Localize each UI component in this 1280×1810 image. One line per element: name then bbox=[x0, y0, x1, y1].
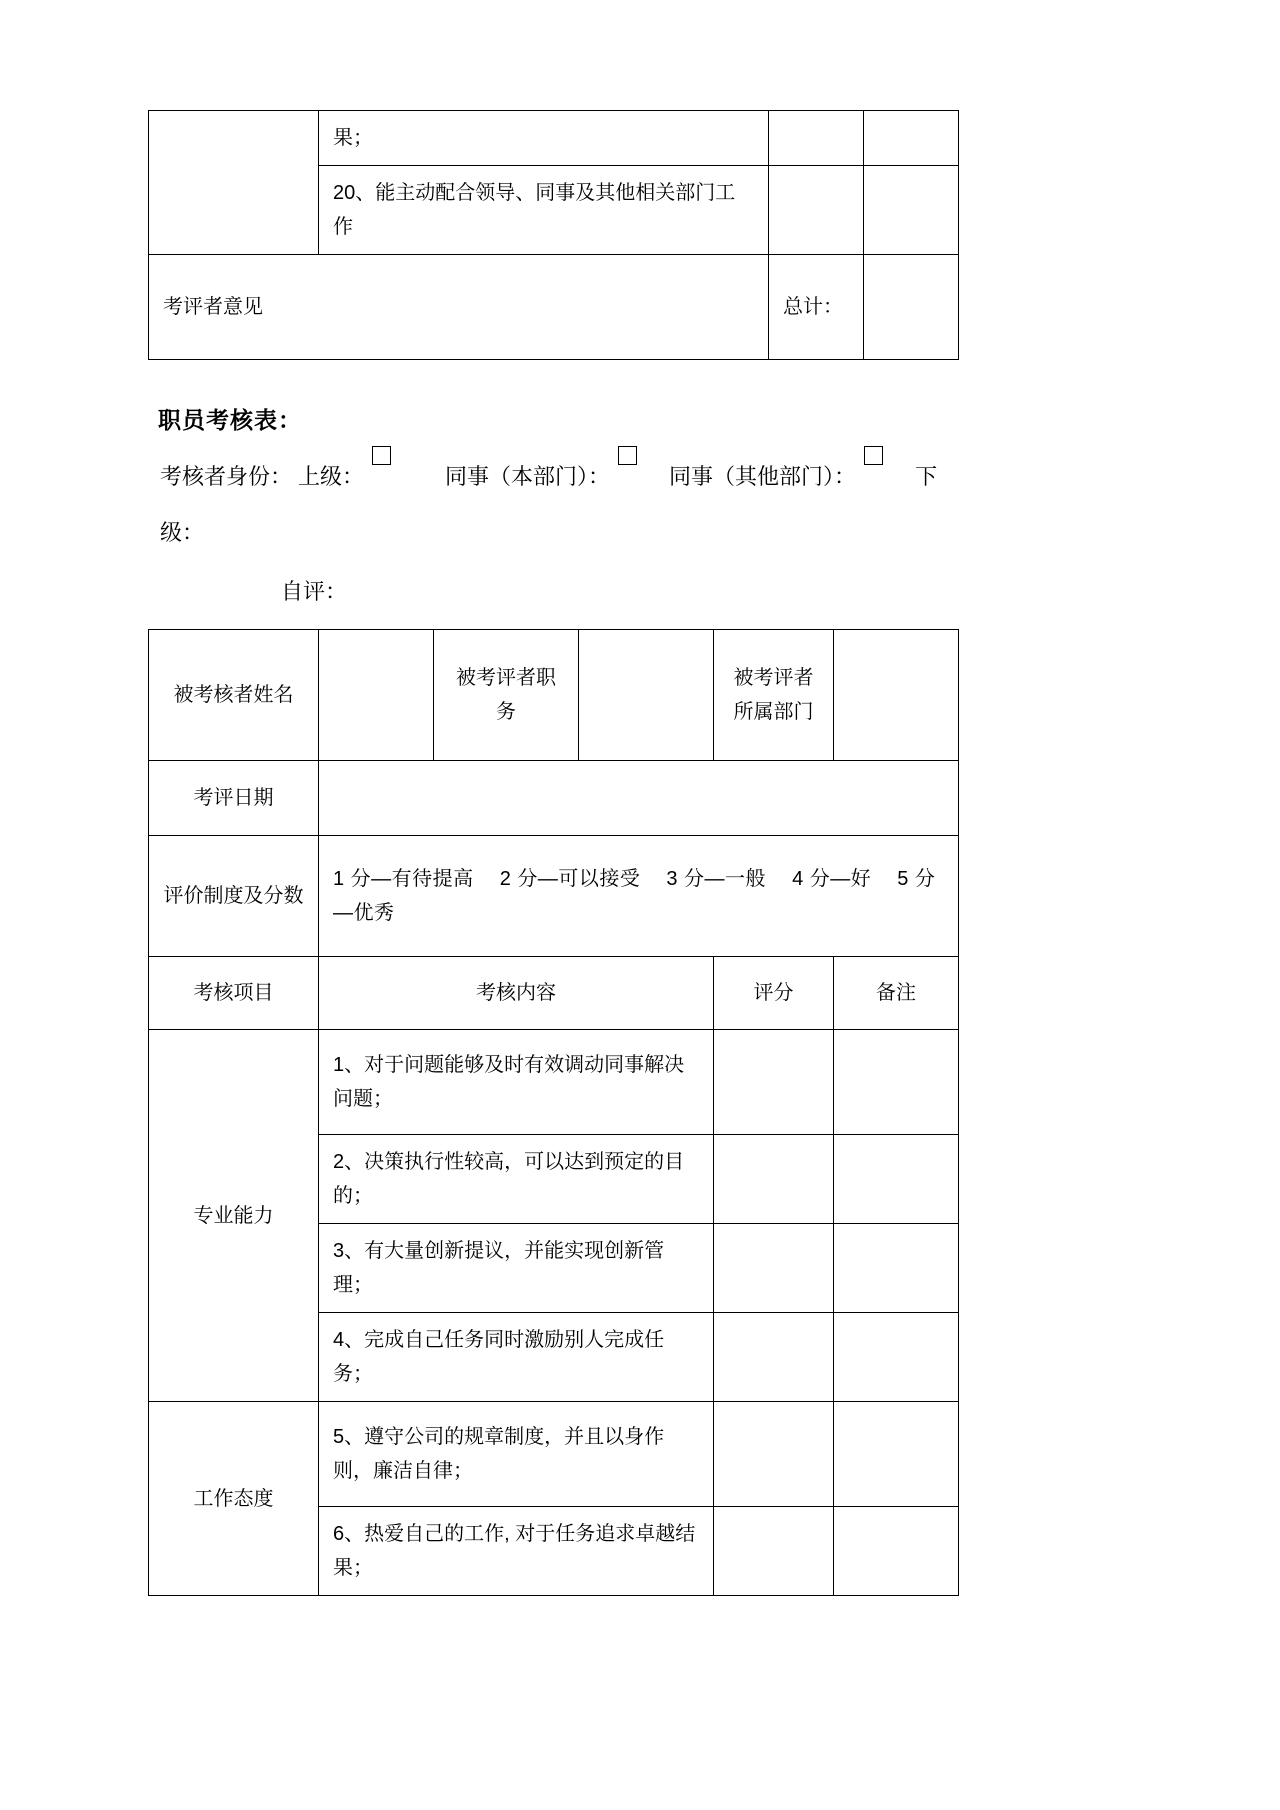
column-header-remark: 备注 bbox=[834, 957, 959, 1030]
item-text: 1、对于问题能够及时有效调动同事解决问题； bbox=[319, 1030, 714, 1135]
score-cell[interactable] bbox=[769, 111, 864, 166]
document-content bbox=[148, 110, 958, 1596]
label-assessee-name: 被考核者姓名 bbox=[149, 630, 319, 761]
score-cell[interactable] bbox=[769, 166, 864, 255]
scale-2: 2 分—可以接受 bbox=[499, 868, 641, 890]
remark-cell[interactable] bbox=[834, 1224, 959, 1313]
column-header-content: 考核内容 bbox=[319, 957, 714, 1030]
rater-option-subordinate-label: 下级： bbox=[160, 464, 938, 545]
remark-cell[interactable] bbox=[834, 1507, 959, 1596]
scoring-scale-values bbox=[319, 836, 959, 957]
rater-identity-line-2 bbox=[206, 569, 958, 615]
page-title: 职员考核表： bbox=[158, 407, 302, 433]
rater-option-peer-other-label: 同事（其他部门）： bbox=[669, 464, 857, 489]
remark-cell[interactable] bbox=[834, 1135, 959, 1224]
reviewer-comment-label: 考评者意见 bbox=[149, 255, 769, 360]
field-assessee-department[interactable] bbox=[834, 630, 959, 761]
checkbox-peer-other-dept[interactable] bbox=[864, 446, 883, 465]
category-work-attitude: 工作态度 bbox=[149, 1402, 319, 1596]
score-cell[interactable] bbox=[714, 1507, 834, 1596]
item-text: 3、有大量创新提议，并能实现创新管理； bbox=[319, 1224, 714, 1313]
rater-identity-prefix: 考核者身份： bbox=[160, 464, 293, 489]
column-header-score: 评分 bbox=[714, 957, 834, 1030]
scale-1: 1 分—有待提高 bbox=[333, 868, 474, 890]
scale-4: 4 分—好 bbox=[792, 868, 872, 890]
column-header-project: 考核项目 bbox=[149, 957, 319, 1030]
table-row bbox=[149, 1030, 959, 1135]
category-professional-ability: 专业能力 bbox=[149, 1030, 319, 1402]
table-row-reviewer-comment bbox=[149, 255, 959, 360]
score-cell[interactable] bbox=[714, 1135, 834, 1224]
total-value[interactable] bbox=[864, 255, 959, 360]
item-text: 20、能主动配合领导、同事及其他相关部门工作 bbox=[319, 166, 769, 255]
remark-cell[interactable] bbox=[834, 1030, 959, 1135]
table-row bbox=[149, 111, 959, 166]
label-review-date: 考评日期 bbox=[149, 761, 319, 836]
label-scoring-scale: 评价制度及分数 bbox=[149, 836, 319, 957]
category-cell-empty bbox=[149, 111, 319, 255]
table-header-row bbox=[149, 957, 959, 1030]
total-label: 总计： bbox=[769, 255, 864, 360]
checkbox-superior[interactable] bbox=[372, 446, 391, 465]
field-assessee-name[interactable] bbox=[319, 630, 434, 761]
scale-3: 3 分—一般 bbox=[666, 868, 767, 890]
evaluation-table bbox=[148, 629, 959, 1596]
label-assessee-department: 被考评者所属部门 bbox=[714, 630, 834, 761]
item-text: 4、完成自己任务同时激励别人完成任务； bbox=[319, 1313, 714, 1402]
checkbox-peer-same-dept[interactable] bbox=[618, 446, 637, 465]
table-row bbox=[149, 1402, 959, 1507]
item-text: 5、遵守公司的规章制度，并且以身作则，廉洁自律； bbox=[319, 1402, 714, 1507]
rater-option-superior-label: 上级： bbox=[298, 464, 365, 489]
field-assessee-position[interactable] bbox=[579, 630, 714, 761]
remark-cell[interactable] bbox=[864, 111, 959, 166]
rater-option-self-label: 自评： bbox=[281, 579, 348, 604]
continuation-table bbox=[148, 110, 959, 360]
rater-identity-line bbox=[160, 449, 960, 561]
item-text: 2、决策执行性较高，可以达到预定的目的； bbox=[319, 1135, 714, 1224]
score-cell[interactable] bbox=[714, 1224, 834, 1313]
table-row-scale bbox=[149, 836, 959, 957]
remark-cell[interactable] bbox=[864, 166, 959, 255]
remark-cell[interactable] bbox=[834, 1313, 959, 1402]
table-row-basic-info bbox=[149, 630, 959, 761]
rater-option-peer-same-label: 同事（本部门）： bbox=[445, 464, 611, 489]
item-text: 果； bbox=[319, 111, 769, 166]
spacer bbox=[148, 360, 958, 402]
score-cell[interactable] bbox=[714, 1030, 834, 1135]
table-row-date bbox=[149, 761, 959, 836]
remark-cell[interactable] bbox=[834, 1402, 959, 1507]
scale-5: 5 分—优秀 bbox=[333, 868, 936, 924]
score-cell[interactable] bbox=[714, 1313, 834, 1402]
field-review-date[interactable] bbox=[319, 761, 959, 836]
label-assessee-position: 被考评者职务 bbox=[434, 630, 579, 761]
item-text: 6、热爱自己的工作, 对于任务追求卓越结果； bbox=[319, 1507, 714, 1596]
score-cell[interactable] bbox=[714, 1402, 834, 1507]
